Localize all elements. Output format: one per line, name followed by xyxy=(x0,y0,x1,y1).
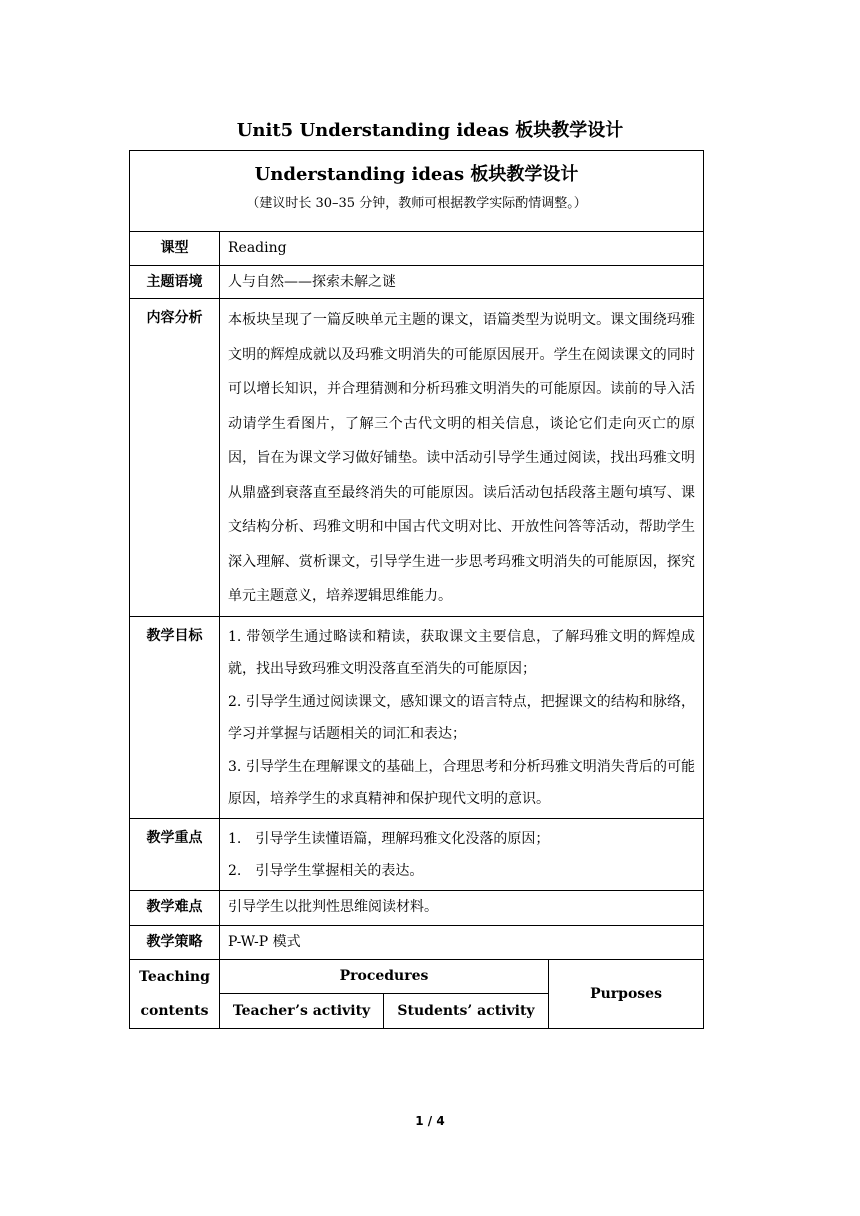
purposes-header: Purposes xyxy=(549,959,704,1028)
row-value-difficulties: 引导学生以批判性思维阅读材料。 xyxy=(220,890,704,925)
row-value-teaching-objectives xyxy=(220,616,704,818)
teaching-contents-line1: Teaching xyxy=(139,968,210,985)
key-point-item: 2. 引导学生掌握相关的表达。 xyxy=(228,863,424,879)
page-title: Unit5 Understanding ideas 板块教学设计 xyxy=(236,120,624,141)
key-point-item: 1. 引导学生读懂语篇，理解玛雅文化没落的原因； xyxy=(228,830,550,847)
row-label-teaching-objectives: 教学目标 xyxy=(130,616,220,818)
table-row xyxy=(130,818,704,890)
lesson-plan-table xyxy=(129,150,704,1029)
table-header-title: Understanding ideas 板块教学设计 xyxy=(254,164,579,185)
objective-item: 1. 带领学生通过略读和精读，获取课文主要信息，了解玛雅文明的辉煌成就，找出导致玛雅文明没落直至消失的可能原因； xyxy=(228,628,696,677)
row-label-theme-context: 主题语境 xyxy=(130,266,220,299)
teaching-contents-line2: contents xyxy=(140,1002,209,1019)
table-row xyxy=(130,299,704,617)
row-value-lesson-type: Reading xyxy=(220,232,704,266)
students-activity-header: Students’ activity xyxy=(384,994,549,1029)
table-row xyxy=(130,266,704,299)
table-row xyxy=(130,232,704,266)
row-value-strategy: P-W-P 模式 xyxy=(220,925,704,959)
procedures-header: Procedures xyxy=(220,959,549,994)
content-analysis-text: 本板块呈现了一篇反映单元主题的课文，语篇类型为说明文。课文围绕玛雅文明的辉煌成就以及玛雅文明消失的可能原因展开。学生在阅读课文的同时可以增长知识，并合理猜测和分析玛雅文明消失的可能原因。读前的导入活动请学生看图片，了解三个古代文明的相关信息，谈论它们走向灭亡的原因，旨在为课文学习做好铺垫。读中活动引导学生通过阅读，找出玛雅文明从鼎盛到衰落直至最终消失的可能原因。读后活动包括段落主题句填写、课文结构分析、玛雅文明和中国古代文明对比、开放性问答等活动，帮助学生深入理解、赏析课文，引导学生进一步思考玛雅文明消失的可能原因，探究单元主题意义，培养逻辑思维能力。 xyxy=(228,312,696,604)
table-row xyxy=(130,616,704,818)
table-row xyxy=(130,959,704,994)
row-label-difficulties: 教学难点 xyxy=(130,890,220,925)
row-value-theme-context: 人与自然——探索未解之谜 xyxy=(220,266,704,299)
table-header xyxy=(130,151,704,232)
row-label-key-points: 教学重点 xyxy=(130,818,220,890)
row-value-key-points xyxy=(220,818,704,890)
table-header-subtitle: （建议时长 30–35 分钟，教师可根据教学实际酌情调整。） xyxy=(246,196,587,211)
row-value-content-analysis xyxy=(220,299,704,617)
row-label-lesson-type: 课型 xyxy=(130,232,220,266)
table-row xyxy=(130,925,704,959)
teaching-contents-header xyxy=(130,959,220,1028)
row-label-content-analysis: 内容分析 xyxy=(130,299,220,617)
page-number: 1 / 4 xyxy=(415,1114,445,1128)
teacher-activity-header: Teacher’s activity xyxy=(220,994,384,1029)
objective-item: 2. 引导学生通过阅读课文，感知课文的语言特点，把握课文的结构和脉络，学习并掌握与话题相关的词汇和表达； xyxy=(228,693,696,742)
row-label-strategy: 教学策略 xyxy=(130,925,220,959)
objective-item: 3. 引导学生在理解课文的基础上，合理思考和分析玛雅文明消失背后的可能原因，培养学生的求真精神和保护现代文明的意识。 xyxy=(228,758,696,807)
table-row xyxy=(130,890,704,925)
